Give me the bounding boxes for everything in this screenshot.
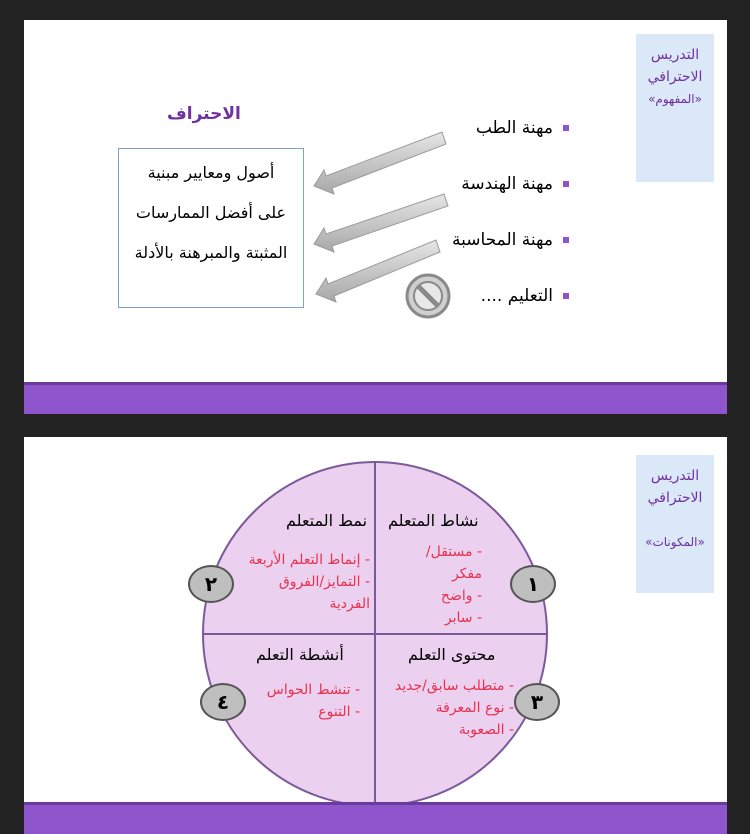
slide-subtitle: «المكونات» <box>645 535 705 549</box>
definition-line-3: المثبتة والمبرهنة بالأدلة <box>134 243 288 262</box>
list-item: مهنة الطب <box>476 118 569 138</box>
slide-title-line-2: الاحترافي <box>647 490 703 506</box>
slide-concept <box>24 20 727 414</box>
slide-title-line-1: التدريس <box>650 468 700 484</box>
slide-subtitle: «المفهوم» <box>648 92 702 106</box>
quadrant-heading-learning-content: محتوى التعلم <box>408 645 496 664</box>
arrows-layer <box>24 20 727 380</box>
quadrant-items: - تنشط الحواس - التنوع <box>266 682 360 720</box>
quadrant-number-badge: ٣ <box>514 683 560 721</box>
components-circle <box>24 437 727 802</box>
concept-title: الاحتراف <box>167 104 241 124</box>
slide-title-line-2: الاحترافي <box>647 69 703 85</box>
quadrant-items: - مستقل/مفكر - واضح - سابر <box>425 544 482 626</box>
definition-line-2: على أفضل الممارسات <box>135 203 287 222</box>
prohibited-icon <box>404 272 452 320</box>
slide-title-line-1: التدريس <box>650 47 700 63</box>
arrow-left-icon <box>314 132 446 194</box>
list-item: مهنة المحاسبة <box>452 230 569 250</box>
list-item: مهنة الهندسة <box>461 174 569 194</box>
quadrant-number-badge: ٤ <box>200 683 246 721</box>
definition-line-1: أصول ومعايير مبنية <box>147 163 275 182</box>
quadrant-heading-learner-style: نمط المتعلم <box>286 511 368 530</box>
slide-components <box>24 437 727 834</box>
list-item: التعليم .... <box>481 286 569 306</box>
quadrant-items: - إنماط التعلم الأربعة - التمايز/الفروق الفردية <box>248 552 370 612</box>
quadrant-number-badge: ١ <box>510 565 556 603</box>
quadrant-items: - متطلب سابق/جديد - نوع المعرفة - الصعوبة <box>394 678 514 738</box>
quadrant-heading-learner-activity: نشاط المتعلم <box>388 511 479 530</box>
footer-bar <box>24 385 727 414</box>
quadrant-number-badge: ٢ <box>188 565 234 603</box>
quadrant-heading-learning-activities: أنشطة التعلم <box>256 645 344 664</box>
footer-bar <box>24 805 727 834</box>
